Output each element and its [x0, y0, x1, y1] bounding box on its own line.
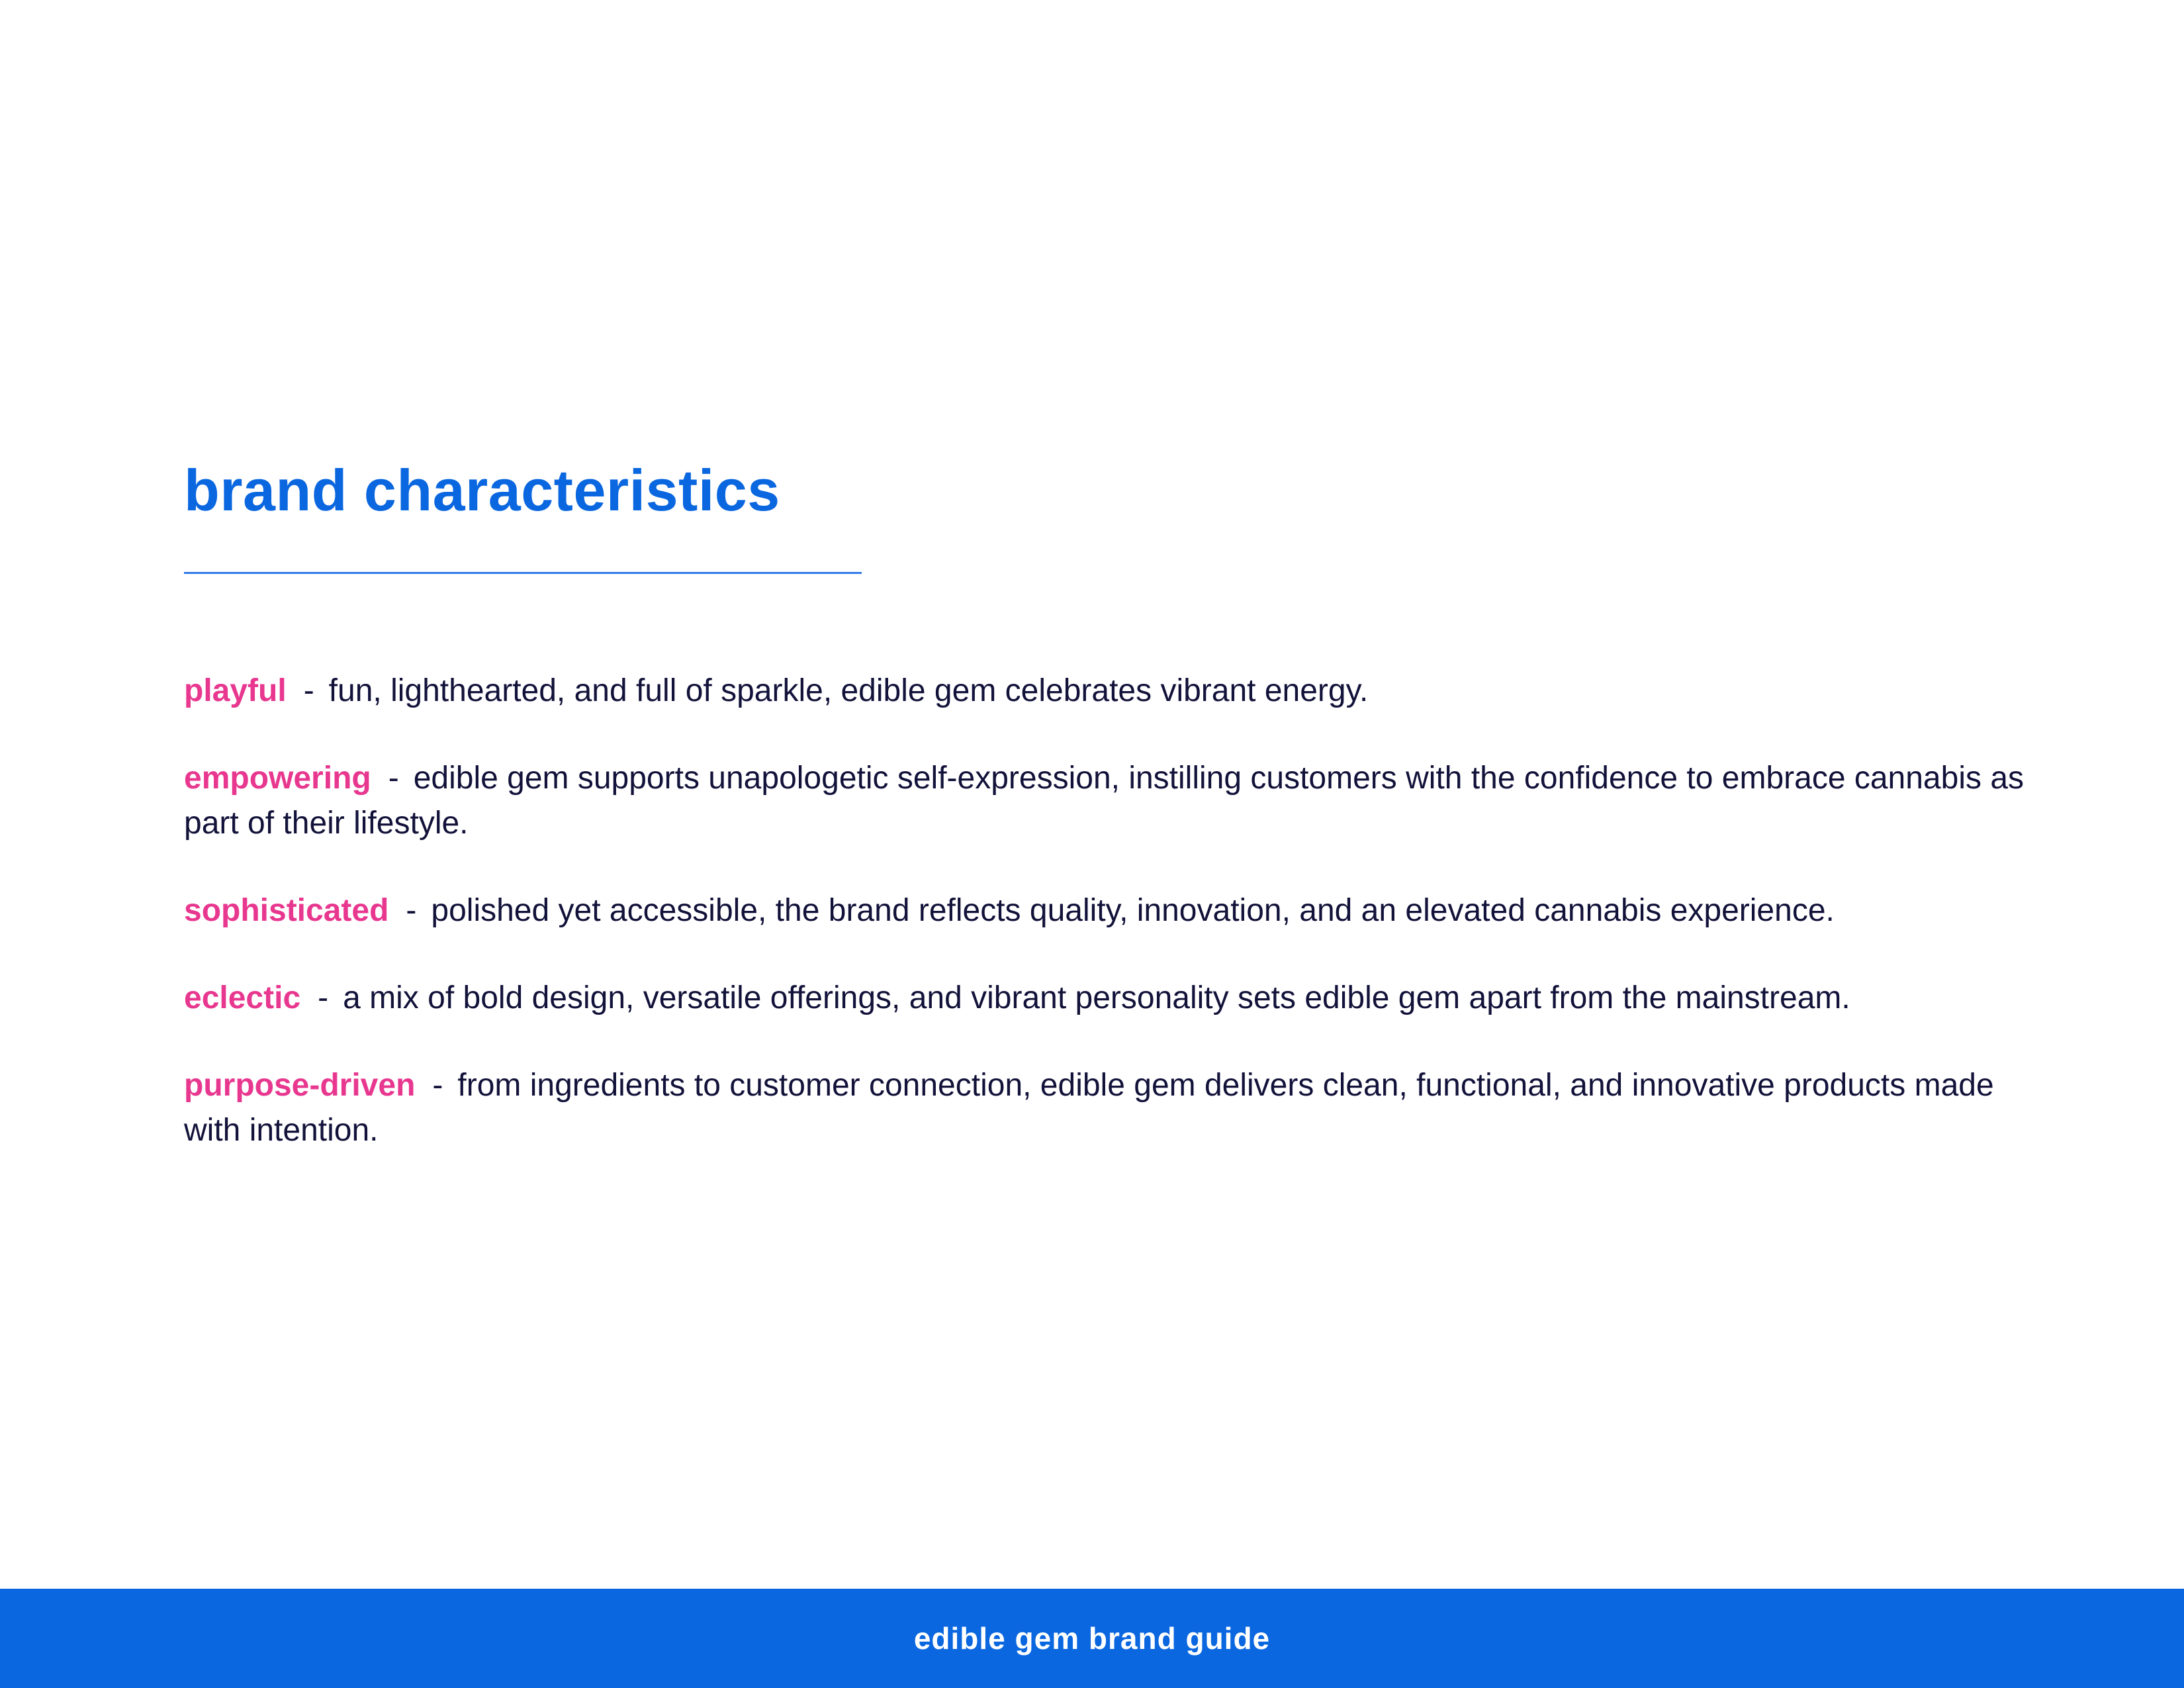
characteristic-description: fun, lighthearted, and full of sparkle, edible gem celebrates vibrant energy.: [328, 673, 1369, 708]
characteristic-term: eclectic: [184, 980, 301, 1015]
characteristic-term: empowering: [184, 761, 371, 796]
characteristic-description: polished yet accessible, the brand reflects quality, innovation, and an elevated cannabis experience.: [431, 893, 1835, 928]
characteristic-purpose-driven: [184, 1063, 2030, 1153]
characteristic-description: edible gem supports unapologetic self-expression, instilling customers with the confidence to embrace cannabis as part of their lifestyle.: [184, 761, 2025, 841]
characteristic-eclectic: [184, 976, 2030, 1021]
characteristic-empowering: [184, 756, 2030, 846]
characteristic-term: purpose-driven: [184, 1068, 416, 1103]
footer-text: edible gem brand guide: [913, 1621, 1271, 1656]
characteristics-list: [184, 669, 2030, 1196]
characteristic-term: playful: [184, 673, 287, 708]
characteristic-description: a mix of bold design, versatile offerings, and vibrant personality sets edible gem apart from the mainstream.: [343, 980, 1850, 1015]
page-title: brand characteristics: [184, 457, 780, 523]
characteristic-separator: -: [318, 980, 329, 1015]
footer-bar: [0, 1589, 2184, 1688]
characteristic-term: sophisticated: [184, 893, 389, 928]
characteristic-playful: [184, 669, 2030, 714]
characteristic-separator: -: [432, 1068, 443, 1103]
title-divider: [184, 572, 862, 574]
characteristic-separator: -: [303, 673, 314, 708]
characteristic-separator: -: [388, 761, 399, 796]
characteristic-description: from ingredients to customer connection, edible gem delivers clean, functional, and innovative products made with intention.: [184, 1068, 1994, 1148]
characteristic-sophisticated: [184, 888, 2030, 933]
characteristic-separator: -: [406, 893, 417, 928]
